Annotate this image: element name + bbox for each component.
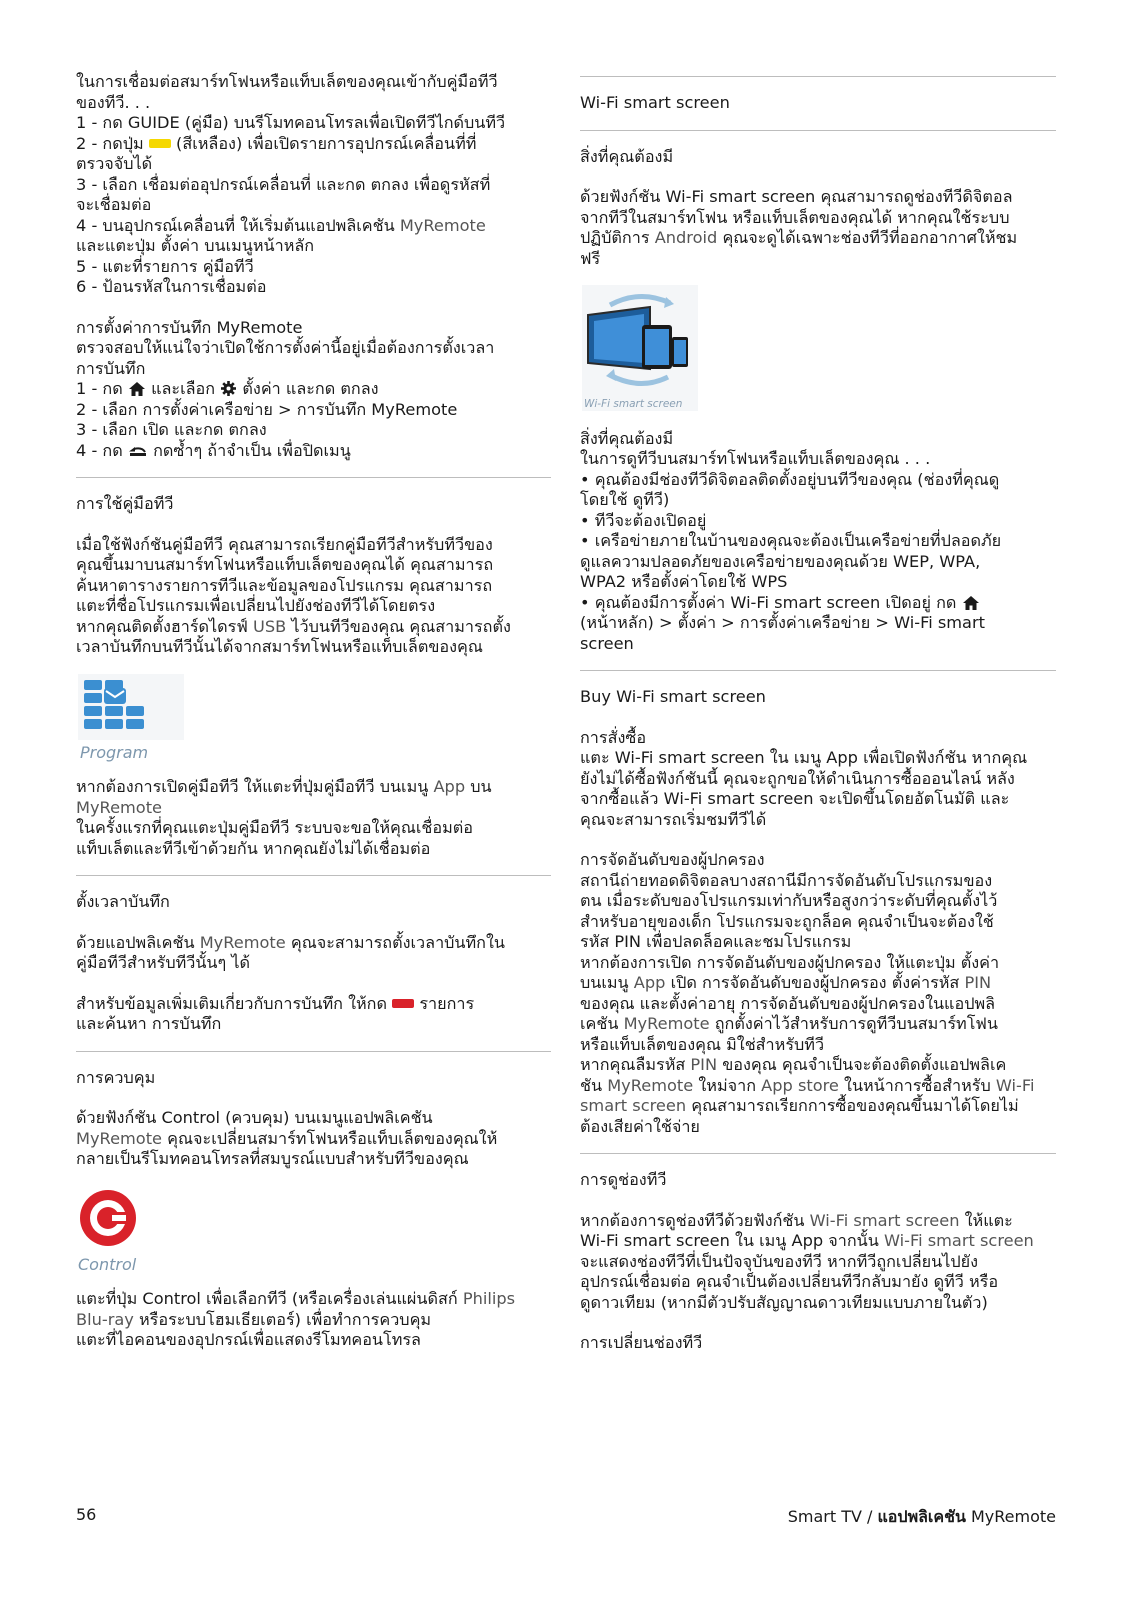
red-key-icon [392,999,414,1008]
need2-bullet: • คุณต้องมีช่องทีวีดิจิตอลติดตั้งอยู่บนทีวีของคุณ (ช่องที่คุณดู [580,469,1000,489]
parental-text: เคชัน MyRemote ถูกตั้งค่าไว้สำหรับการดูทีวีบนสมาร์ทโฟน [580,1014,998,1033]
parental-text: ต้องเสียค่าใช้จ่าย [580,1116,700,1136]
timer-text: ด้วยแอปพลิเคชัน MyRemote คุณจะสามารถตั้งเวลาบันทึกใน [76,932,505,952]
need2-bullet: • ทีวีจะต้องเปิดอยู่ [580,510,707,530]
timer-text: สำหรับข้อมูลเพิ่มเติมเกี่ยวกับการบันทึก ให้กด รายการ [76,993,475,1013]
recording-step-4: 4 - กด กดซ้ำๆ ถ้าจำเป็น เพื่อปิดเมนู [76,440,351,460]
watch-text: จะแสดงช่องทีวีที่เป็นปัจจุบันของทีวี หากทีวีถูกเปลี่ยนไปยัง [580,1251,979,1271]
divider [580,670,1056,671]
purchase-title: การสั่งซื้อ [580,727,647,747]
section-heading-record-timer: ตั้งเวลาบันทึก [76,892,170,911]
step-4: 4 - บนอุปกรณ์เคลื่อนที่ ให้เริ่มต้นแอปพลิเคชัน MyRemote [76,215,486,235]
parental-text: ตน เมื่อระดับของโปรแกรมเท่ากับหรือสูงกว่าระดับที่คุณตั้งไว้ [580,891,998,910]
recording-text: ตรวจสอบให้แน่ใจว่าเปิดใช้การตั้งค่านี้อยู่เมื่อต้องการตั้งเวลา [76,338,495,357]
section-heading-buy: Buy Wi-Fi smart screen [580,687,766,706]
back-icon [128,445,148,459]
purchase-text: จากซื้อแล้ว Wi-Fi smart screen จะเปิดขึ้นโดยอัตโนมัติ และ [580,789,1010,808]
home-icon [128,381,146,397]
need-text: ฟรี [580,248,601,268]
guide-text: คุณขึ้นมาบนสมาร์ทโฟนหรือแท็บเล็ตของคุณได้ คุณสามารถ [76,555,494,574]
need2-bullet: โดยใช้ ดูทีวี) [580,490,670,509]
divider [76,875,551,876]
need2-text: ในการดูทีวีบนสมาร์ทโฟนหรือแท็บเล็ตของคุณ . . . [580,449,931,468]
watch-text: หากต้องการดูช่องทีวีด้วยฟังก์ชัน Wi-Fi smart screen ให้แตะ [580,1210,1013,1230]
section-heading-tv-guide: การใช้คู่มือทีวี [76,494,174,513]
gear-icon [220,380,237,397]
control-text: ด้วยฟังก์ชัน Control (ควบคุม) บนเมนูแอปพลิเคชัน [76,1108,433,1127]
guide-open-text: ในครั้งแรกที่คุณแตะปุ่มคู่มือทีวี ระบบจะขอให้คุณเชื่อมต่อ [76,818,474,837]
control-tap-text: แตะที่ไอคอนของอุปกรณ์เพื่อแสดงรีโมทคอนโทรล [76,1330,421,1349]
recording-settings-title: การตั้งค่าการบันทึก MyRemote [76,317,303,337]
intro-line: ของทีวี. . . [76,92,151,112]
step-6: 6 - ป้อนรหัสในการเชื่อมต่อ [76,277,267,296]
purchase-text: แตะ Wi-Fi smart screen ใน เมนู App เพื่อเปิดฟังก์ชัน หากคุณ [580,748,1028,767]
need2-bullet: • เครือข่ายภายในบ้านของคุณจะต้องเป็นเครือข่ายที่ปลอดภัย [580,531,1002,550]
parental-rating-title: การจัดอันดับของผู้ปกครอง [580,850,765,869]
need-text: ปฏิบัติการ Android คุณจะดูได้เฉพาะช่องทีวีที่ออกอากาศให้ชม [580,228,1018,247]
control-text: กลายเป็นรีโมทคอนโทรลที่สมบูรณ์แบบสำหรับทีวีของคุณ [76,1149,469,1168]
section-heading-control: การควบคุม [76,1067,156,1087]
recording-step-2: 2 - เลือก การตั้งค่าเครือข่าย > การบันทึก MyRemote [76,399,458,419]
parental-text: รหัส PIN เพื่อปลดล็อคและชมโปรแกรม [580,932,852,951]
section-heading-watch-channels: การดูช่องทีวี [580,1170,667,1189]
wifi-smart-screen-figure [580,283,1056,419]
figure-caption: Wi-Fi smart screen [584,398,683,410]
parental-text: smart screen คุณสามารถเรียกการซื้อของคุณขึ้นมาได้โดยไม่ [580,1096,1019,1115]
step-3-cont: จะเชื่อมต่อ [76,195,152,214]
step-2-cont: ตรวจจับได้ [76,154,153,173]
divider [580,76,1056,77]
guide-text: เมื่อใช้ฟังก์ชันคู่มือทีวี คุณสามารถเรียกคู่มือทีวีสำหรับทีวีของ [76,534,493,554]
footer-section-title: Smart TV / แอปพลิเคชัน MyRemote [787,1507,1056,1526]
purchase-text: คุณจะสามารถเริ่มชมทีวีได้ [580,809,767,829]
yellow-key-icon [149,139,171,148]
parental-text: สถานีถ่ายทอดดิจิตอลบางสถานีมีการจัดอันดับโปรแกรมของ [580,870,993,890]
step-1: 1 - กด GUIDE (คู่มือ) บนรีโมทคอนโทรลเพื่อเปิดทีวีไกด์บนทีวี [76,113,506,132]
parental-text: บนเมนู App เปิด การจัดอันดับของผู้ปกครอง ตั้งค่ารหัส PIN [580,973,992,992]
control-text: MyRemote คุณจะเปลี่ยนสมาร์ทโฟนหรือแท็บเล็ตของคุณให้ [76,1128,498,1148]
need2-bullet: ดูแลความปลอดภัยของเครือข่ายของคุณด้วย WEP, WPA, [580,551,981,571]
need2-bullet: (หน้าหลัก) > ตั้งค่า > การตั้งค่าเครือข่าย > Wi-Fi smart [580,613,985,632]
recording-text: การบันทึก [76,358,146,378]
subheading-switch-channels: การเปลี่ยนช่องทีวี [580,1333,703,1352]
recording-step-1: 1 - กด และเลือก ตั้งค่า และกด ตกลง [76,379,379,398]
intro-line: ในการเชื่อมต่อสมาร์ทโฟนหรือแท็บเล็ตของคุณเข้ากับคู่มือทีวี [76,72,498,91]
parental-text: ชัน MyRemote ใหม่จาก App store ในหน้าการซื้อสำหรับ Wi-Fi [580,1075,1035,1095]
program-app-icon [76,672,551,770]
purchase-text: ยังไม่ได้ซื้อฟังก์ชันนี้ คุณจะถูกขอให้ดำเนินการซื้อออนไลน์ หลัง [580,768,1015,788]
guide-text: หากคุณติดตั้งฮาร์ดไดรฟ์ USB ไว้บนทีวีของคุณ คุณสามารถตั้ง [76,616,511,636]
guide-open-text: MyRemote [76,797,163,817]
left-column [76,72,551,1351]
subheading-what-you-need: สิ่งที่คุณต้องมี [580,146,674,166]
parental-text: หรือแท็บเล็ตของคุณ มิใช่สำหรับทีวี [580,1034,825,1054]
guide-text: ค้นหาตารางรายการทีวีและข้อมูลของโปรแกรม คุณสามารถ [76,575,493,595]
watch-text: ดูดาวเทียม (หากมีตัวปรับสัญญาณดาวเทียมแบบภายในตัว) [580,1292,988,1312]
section-heading-wifi-smart-screen: Wi-Fi smart screen [580,93,730,112]
divider [76,1051,551,1052]
home-icon [962,595,980,611]
control-tap-text: แตะที่ปุ่ม Control เพื่อเลือกทีวี (หรือเครื่องเล่นแผ่นดิสก์ Philips [76,1289,516,1308]
timer-text: และค้นหา การบันทึก [76,1014,222,1033]
timer-text: คู่มือทีวีสำหรับทีวีนั้นๆ ได้ [76,953,250,972]
step-4-cont: และแตะปุ่ม ตั้งค่า บนเมนูหน้าหลัก [76,236,315,255]
guide-open-text: แท็บเล็ตและทีวีเข้าด้วยกัน หากคุณยังไม่ได้เชื่อมต่อ [76,838,431,858]
step-2: 2 - กดปุ่ม (สีเหลือง) เพื่อเปิดรายการอุปกรณ์เคลื่อนที่ที่ [76,133,477,153]
need2-bullet: • คุณต้องมีการตั้งค่า Wi-Fi smart screen เปิดอยู่ กด [580,593,1056,614]
guide-text: เวลาบันทึกบนทีวีนั้นได้จากสมาร์ทโฟนหรือแท็บเล็ตของคุณ [76,637,483,656]
need2-bullet: WPA2 หรือตั้งค่าโดยใช้ WPS [580,572,788,591]
divider [76,477,551,478]
divider [580,130,1056,131]
control-tap-text: Blu-ray หรือระบบโฮมเธียเตอร์) เพื่อทำการควบคุม [76,1309,432,1329]
guide-open-text: หากต้องการเปิดคู่มือทีวี ให้แตะที่ปุ่มคู่มือทีวี บนเมนู App บน [76,777,492,796]
need-text: ด้วยฟังก์ชัน Wi-Fi smart screen คุณสามารถดูช่องทีวีดิจิตอล [580,187,1013,206]
right-column [580,72,1056,1354]
page-number: 56 [76,1505,97,1524]
parental-text: สำหรับอายุของเด็ก โปรแกรมจะถูกล็อค คุณจำเป็นจะต้องใช้ [580,911,994,931]
control-label: Control [78,1254,137,1274]
guide-text: แตะที่ชื่อโปรแกรมเพื่อเปลี่ยนไปยังช่องทีวีได้โดยตรง [76,596,436,615]
parental-text: ของคุณ และตั้งค่าอายุ การจัดอันดับของผู้ปกครองในแอปพลิ [580,993,996,1013]
control-app-icon [76,1184,551,1282]
step-3: 3 - เลือก เชื่อมต่ออุปกรณ์เคลื่อนที่ และกด ตกลง เพื่อดูรหัสที่ [76,174,491,194]
watch-text: อุปกรณ์เชื่อมต่อ คุณจำเป็นต้องเปลี่ยนทีวีกลับมายัง ดูทีวี หรือ [580,1272,999,1291]
need2-bullet: screen [580,633,634,653]
recording-step-3: 3 - เลือก เปิด และกด ตกลง [76,420,267,439]
parental-text: หากคุณลืมรหัส PIN ของคุณ คุณจำเป็นจะต้องติดตั้งแอปพลิเค [580,1055,1007,1074]
program-label: Program [80,742,149,762]
step-5: 5 - แตะที่รายการ คู่มือทีวี [76,256,254,276]
need-text: จากทีวีในสมาร์ทโฟน หรือแท็บเล็ตของคุณได้ หากคุณใช้ระบบ [580,207,1010,227]
parental-text: หากต้องการเปิด การจัดอันดับของผู้ปกครอง ให้แตะปุ่ม ตั้งค่า [580,952,1000,972]
watch-text: Wi-Fi smart screen ใน เมนู App จากนั้น Wi-Fi smart screen [580,1231,1034,1250]
subheading-what-you-need: สิ่งที่คุณต้องมี [580,428,674,448]
divider [580,1153,1056,1154]
